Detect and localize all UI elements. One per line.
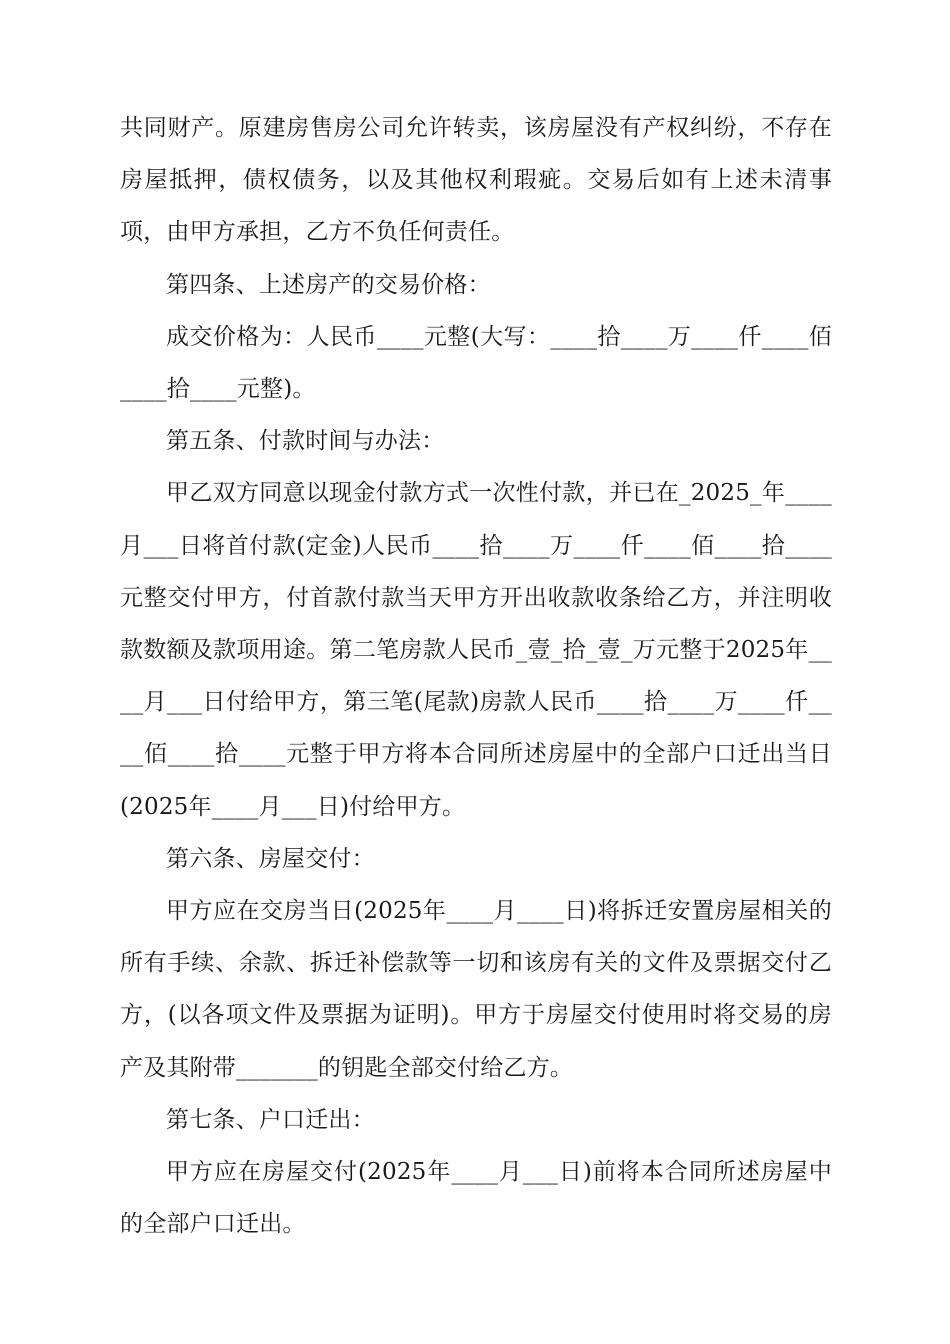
article-4-heading: 第四条、上述房产的交易价格： — [166, 271, 491, 298]
paragraph-delivery: 甲方应在交房当日(2025年____月____日)将拆迁安置房屋相关的所有手续、余款、拆迁补偿款等一切和该房有关的文件及票据交付乙方，(以各项文件及票据为证明)。甲方于房屋交付使用时将交易的房产及其附带_______的钥匙全部交付给乙方。 — [120, 898, 832, 1081]
article-7-heading: 第七条、户口迁出： — [166, 1106, 375, 1133]
paragraph-payment: 甲乙双方同意以现金付款方式一次性付款，并已在_2025_年____月___日将首付款(定金)人民币____拾____万____仟____佰____拾____元整交付甲方，付首款付款当天甲方开出收款收条给乙方，并注明收款数额及款项用途。第二笔房款人民币_壹_拾_壹_万元整于2025年____月___日付给甲方，第三笔(尾款)房款人民币____拾____万____仟____佰____拾____元整于甲方将本合同所述房屋中的全部户口迁出当日(2025年____月___日)付给甲方。 — [120, 480, 832, 820]
article-5-heading: 第五条、付款时间与办法： — [166, 428, 445, 455]
paragraph-property-status: 共同财产。原建房售房公司允许转卖，该房屋没有产权纠纷，不存在房屋抵押，债权债务，以及其他权利瑕疵。交易后如有上述未清事项，由甲方承担，乙方不负任何责任。 — [120, 115, 832, 246]
paragraph-household-transfer: 甲方应在房屋交付(2025年____月___日)前将本合同所述房屋中的全部户口迁出。 — [120, 1159, 832, 1238]
paragraph-price: 成交价格为：人民币____元整(大写：____拾____万____仟____佰____拾____元整)。 — [120, 323, 832, 403]
article-6-heading: 第六条、房屋交付： — [166, 845, 375, 872]
contract-page — [120, 102, 832, 1250]
